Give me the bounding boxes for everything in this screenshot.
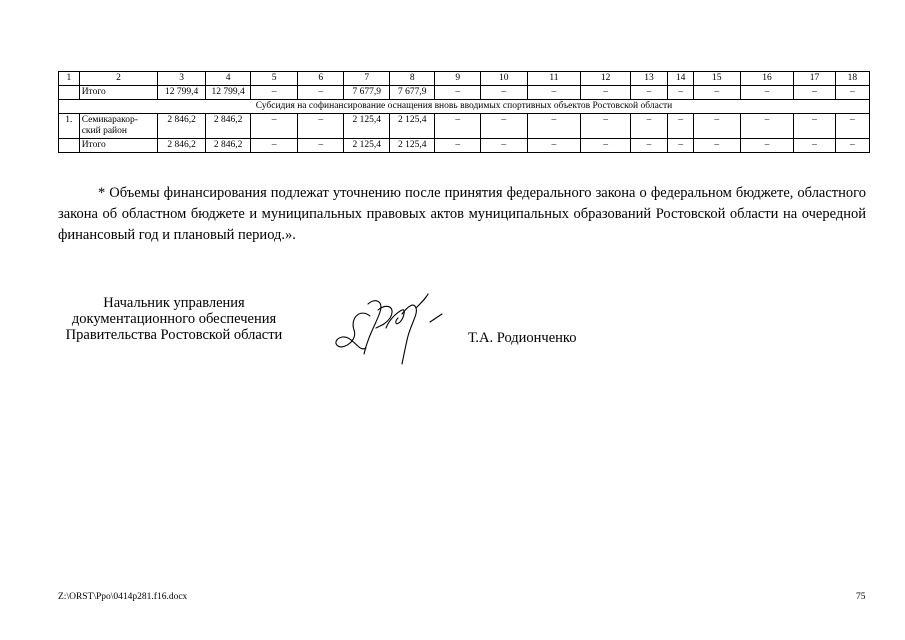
table-cell: 2 846,2	[205, 114, 251, 139]
table-cell: –	[527, 139, 581, 153]
handwritten-signature	[330, 288, 445, 368]
footnote-text: * Объемы финансирования подлежат уточнению после принятия федерального закона о федеральном бюджете, областного закона об областном бюджете и муниципальных правовых актов муниципальных образований Ростовской области на очередной финансовый год и плановый период.».	[58, 185, 866, 243]
table-cell: 1	[59, 72, 80, 86]
table-cell: –	[297, 86, 344, 100]
table-cell: –	[480, 114, 527, 139]
table-cell: 17	[794, 72, 835, 86]
table-cell: –	[630, 86, 667, 100]
table-cell: 2 846,2	[158, 139, 206, 153]
table-cell: –	[251, 114, 298, 139]
table-cell: –	[694, 86, 741, 100]
table-cell: –	[835, 139, 869, 153]
table-cell: 14	[668, 72, 694, 86]
table-cell: –	[581, 86, 631, 100]
table-header-row	[59, 72, 870, 86]
table-cell: –	[251, 139, 298, 153]
table-cell: 7	[344, 72, 390, 86]
table-cell: –	[435, 139, 481, 153]
table-row	[59, 114, 870, 139]
table-cell: –	[694, 139, 741, 153]
table-cell: –	[251, 86, 298, 100]
table-cell: 2 846,2	[158, 114, 206, 139]
table-cell: –	[740, 114, 794, 139]
table-cell: –	[581, 139, 631, 153]
financing-table	[58, 71, 870, 153]
table-cell: –	[668, 139, 694, 153]
table-cell: 7 677,9	[344, 86, 390, 100]
table-cell: Итого	[79, 86, 158, 100]
page-number: 75	[856, 592, 866, 602]
table-cell: 2 846,2	[205, 139, 251, 153]
table-cell: 4	[205, 72, 251, 86]
table-cell: 15	[694, 72, 741, 86]
table-cell: –	[630, 114, 667, 139]
table-cell: –	[794, 114, 835, 139]
table-cell: 1.	[59, 114, 80, 139]
table-cell: –	[527, 114, 581, 139]
table-cell: 5	[251, 72, 298, 86]
table-cell: 11	[527, 72, 581, 86]
table-cell: –	[794, 139, 835, 153]
table-cell: –	[480, 86, 527, 100]
table-cell: 2 125,4	[344, 139, 390, 153]
table-cell: –	[630, 139, 667, 153]
table-cell: –	[794, 86, 835, 100]
table-cell: –	[668, 114, 694, 139]
table-cell: 16	[740, 72, 794, 86]
table-cell: –	[581, 114, 631, 139]
table-cell: 3	[158, 72, 206, 86]
table-cell: –	[527, 86, 581, 100]
table-cell: –	[740, 139, 794, 153]
signer-title-line: документационного обеспечения	[71, 311, 277, 327]
table-cell: –	[297, 139, 344, 153]
signer-title-line: Правительства Ростовской области	[65, 327, 283, 343]
table-cell: 2 125,4	[389, 114, 435, 139]
table-cell: 8	[389, 72, 435, 86]
table-cell: 12 799,4	[158, 86, 206, 100]
table-cell: –	[668, 86, 694, 100]
table-row	[59, 139, 870, 153]
table-cell: –	[297, 114, 344, 139]
table-cell: 2 125,4	[344, 114, 390, 139]
signer-title-line: Начальник управления	[103, 295, 245, 311]
file-path: Z:\ORST\Ppo\0414p281.f16.docx	[58, 592, 188, 602]
table-cell	[59, 139, 80, 153]
table-cell: 9	[435, 72, 481, 86]
table-cell: 2	[79, 72, 158, 86]
table-cell: –	[480, 139, 527, 153]
table-cell: 18	[835, 72, 869, 86]
table-cell: –	[435, 86, 481, 100]
table-cell	[59, 86, 80, 100]
table-cell: 7 677,9	[389, 86, 435, 100]
table-section-row	[59, 100, 870, 114]
table-cell: 2 125,4	[389, 139, 435, 153]
table-cell: –	[835, 86, 869, 100]
signer-name: Т.А. Родионченко	[468, 330, 577, 346]
table-cell: Семикаракор-ский район	[79, 114, 158, 139]
table-cell: 10	[480, 72, 527, 86]
table-cell: –	[694, 114, 741, 139]
signer-title	[58, 295, 290, 343]
section-title: Субсидия на софинансирование оснащения вновь вводимых спортивных объектов Ростовской области	[59, 100, 870, 114]
table-cell: Итого	[79, 139, 158, 153]
table-cell: 12 799,4	[205, 86, 251, 100]
table-cell: –	[435, 114, 481, 139]
table-cell: 6	[297, 72, 344, 86]
table-row	[59, 86, 870, 100]
table-cell: 13	[630, 72, 667, 86]
table-cell: –	[835, 114, 869, 139]
table-cell: –	[740, 86, 794, 100]
table-cell: 12	[581, 72, 631, 86]
